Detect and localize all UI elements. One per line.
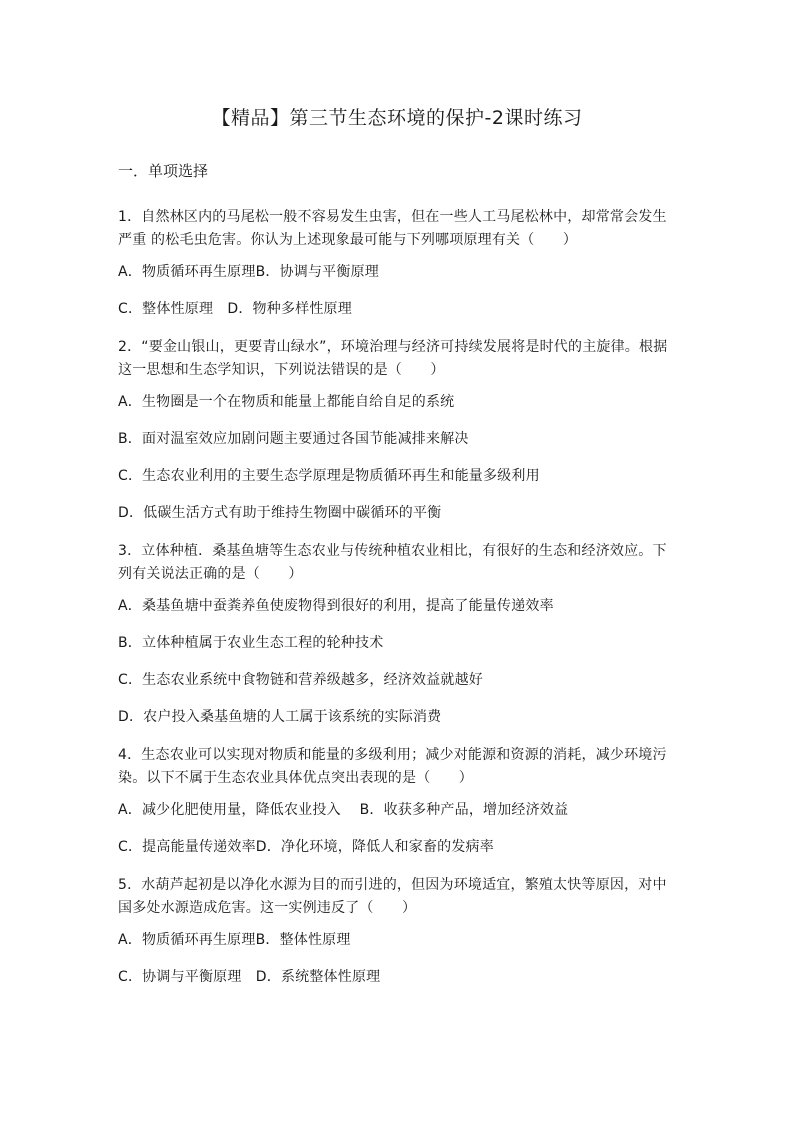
question-option: C．协调与平衡原理 D．系统整体性原理 xyxy=(118,969,381,985)
document-title: 【精品】第三节生态环境的保护-2课时练习 xyxy=(211,107,583,129)
question-option: C．提高能量传递效率D．净化环境，降低人和家畜的发病率 xyxy=(118,839,494,855)
question-list xyxy=(118,206,678,1004)
question-4 xyxy=(118,744,678,857)
question-option: A．物质循环再生原理B．整体性原理 xyxy=(118,932,351,948)
question-option: D．农户投入桑基鱼塘的人工属于该系统的实际消费 xyxy=(118,709,442,725)
question-option: C．生态农业利用的主要生态学原理是物质循环再生和能量多级利用 xyxy=(118,468,540,484)
question-stem: 4．生态农业可以实现对物质和能量的多级利用；减少对能源和资源的消耗，减少环境污染。以下不属于生态农业具体优点突出表现的是（ ） xyxy=(118,747,667,786)
question-option: A．生物圈是一个在物质和能量上都能自给自足的系统 xyxy=(118,394,455,410)
question-stem: 2．“要金山银山，更要青山绿水”，环境治理与经济可持续发展将是时代的主旋律。根据这一思想和生态学知识，下列说法错误的是（ ） xyxy=(118,339,668,378)
question-2 xyxy=(118,336,678,523)
question-option: B．面对温室效应加剧问题主要通过各国节能减排来解决 xyxy=(118,431,469,447)
question-stem: 5．水葫芦起初是以净化水源为目的而引进的，但因为环境适宜，繁殖太快等原因，对中国多处水源造成危害。这一实例违反了（ ） xyxy=(118,877,667,916)
question-1 xyxy=(118,206,678,319)
question-option: A．物质循环再生原理B．协调与平衡原理 xyxy=(118,264,379,280)
question-option: B．立体种植属于农业生态工程的轮种技术 xyxy=(118,635,384,651)
question-5 xyxy=(118,874,678,987)
question-3 xyxy=(118,540,678,727)
question-option: D．低碳生活方式有助于维持生物圈中碳循环的平衡 xyxy=(118,505,442,521)
question-option: C．生态农业系统中食物链和营养级越多，经济效益就越好 xyxy=(118,672,483,688)
question-stem: 1．自然林区内的马尾松一般不容易发生虫害，但在一些人工马尾松林中，却常常会发生严重 的松毛虫危害。你认为上述现象最可能与下列哪项原理有关（ ） xyxy=(118,209,667,248)
question-option: A．桑基鱼塘中蚕粪养鱼使废物得到很好的利用，提高了能量传递效率 xyxy=(118,598,554,614)
question-option: C．整体性原理 D．物种多样性原理 xyxy=(118,301,352,317)
question-option: A．减少化肥使用量，降低农业投入 B．收获多种产品，增加经济效益 xyxy=(118,802,569,818)
section-heading: 一．单项选择 xyxy=(118,162,209,180)
question-stem: 3．立体种植．桑基鱼塘等生态农业与传统种植农业相比，有很好的生态和经济效应。下列有关说法正确的是（ ） xyxy=(118,543,667,582)
